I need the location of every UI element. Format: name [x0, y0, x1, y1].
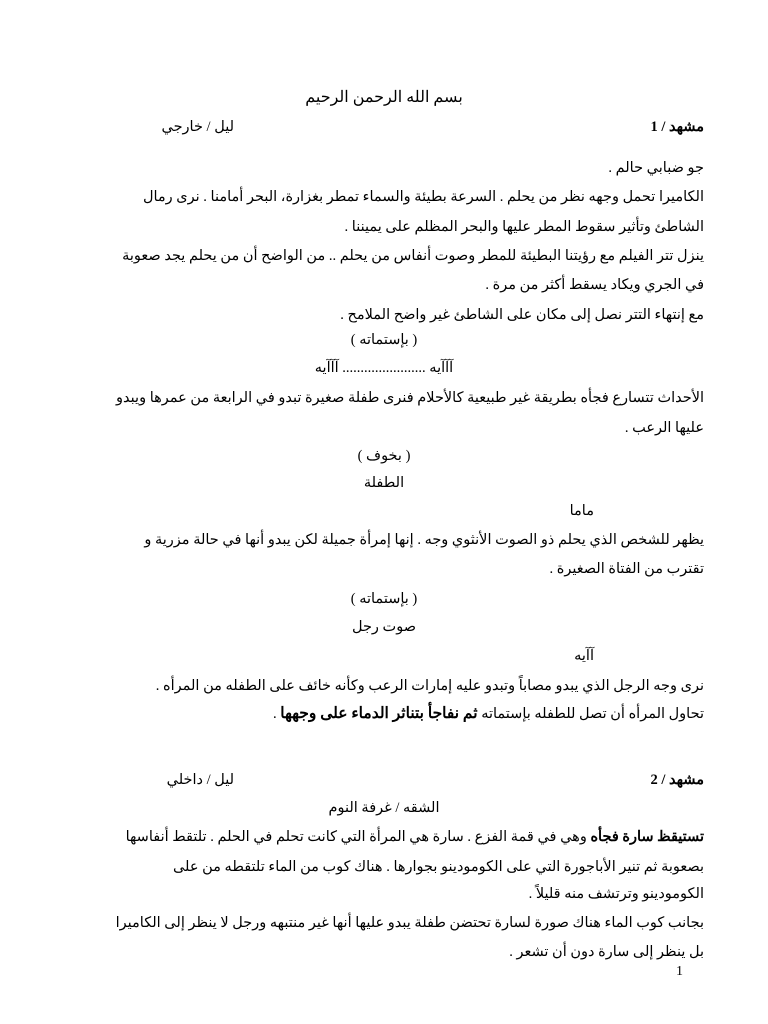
scene-text: بجانب كوب الماء هناك صورة لسارة تحتضن طفلة يبدو عليها أنها غير منتبهه ورجل لا ينظر إلى الكاميرا [115, 915, 704, 931]
scene-text: ينزل تتر الفيلم مع رؤيتنا البطيئة للمطر وصوت أنفاس من يحلم .. من الواضح أن من يحلم يجد صعوبة [122, 248, 704, 264]
scene-text: الكومودينو وترتشف منه قليلاً . [528, 886, 704, 902]
scene-location: الشقه / غرفة النوم [328, 800, 440, 816]
scene-text-period: . [273, 706, 277, 722]
scene-text-plain: تحاول المرأه أن تصل للطفله بإستماته [481, 706, 704, 722]
character-name: صوت رجل [351, 619, 417, 635]
dialogue: آآآيه ....................... آآآيه [314, 360, 454, 376]
scene-text: الكاميرا تحمل وجهه نظر من يحلم . السرعة بطيئة والسماء تمطر بغزارة، البحر أمامنا . نرى رمال [142, 189, 704, 205]
dialogue: ماما [569, 503, 594, 519]
scene-time-place: ليل / خارجي [161, 119, 234, 135]
dialogue: آآيه [574, 648, 594, 664]
scene-text: الشاطئ وتأثير سقوط المطر عليها والبحر المظلم على يميننا . [344, 219, 704, 235]
scene-text: بصعوبة ثم تنير الأباجورة التي على الكومودينو بجوارها . هناك كوب من الماء تلتقطه من على [172, 859, 704, 875]
scene-heading: مشهد / 2 [650, 772, 704, 788]
scene-text: عليها الرعب . [624, 420, 704, 436]
scene-text: تقترب من الفتاة الصغيرة . [549, 561, 704, 577]
scene-text-bold: ثم نفاجأ بتناثر الدماء على وجهها [280, 705, 478, 722]
parenthetical: ( بخوف ) [357, 448, 411, 464]
scene-heading: مشهد / 1 [650, 119, 704, 135]
scene-text: جو ضبابي حالم . [608, 160, 704, 176]
scene-text: بل ينظر إلى سارة دون أن تشعر . [509, 944, 704, 960]
parenthetical: ( بإستماته ) [350, 591, 418, 607]
basmala: بسم الله الرحمن الرحيم [305, 89, 463, 106]
scene-text: يظهر للشخص الذي يحلم ذو الصوت الأنثوي وجه . إنها إمرأة جميلة لكن يبدو أنها في حالة مزرية و [144, 532, 704, 548]
scene-text: في الجري ويكاد يسقط أكثر من مرة . [485, 277, 704, 293]
scene-time-place: ليل / داخلي [166, 772, 234, 788]
character-name: الطفلة [363, 475, 405, 491]
scene-text: مع إنتهاء التتر نصل إلى مكان على الشاطئ غير واضح الملامح . [340, 307, 704, 323]
scene-text-bold: تستيقظ سارة فجأه [590, 829, 704, 845]
scene-text-final [273, 704, 704, 724]
scene-text: الأحداث تتسارع فجأه بطريقة غير طبيعية كالأحلام فنرى طفلة صغيرة تبدو في الرابعة من عمرها ويبدو [116, 390, 704, 406]
scene-text: نرى وجه الرجل الذي يبدو مصاباً وتبدو عليه إمارات الرعب وكأنه خائف على الطفله من المرأه . [155, 678, 704, 694]
scene-text-plain: وهي في قمة الفزع . سارة هي المرأة التي كانت تحلم في الحلم . تلتقط أنفاسها [125, 829, 587, 845]
parenthetical: ( بإستماته ) [350, 332, 418, 348]
page-number: 1 [676, 964, 683, 979]
scene-text-first [64, 827, 704, 847]
